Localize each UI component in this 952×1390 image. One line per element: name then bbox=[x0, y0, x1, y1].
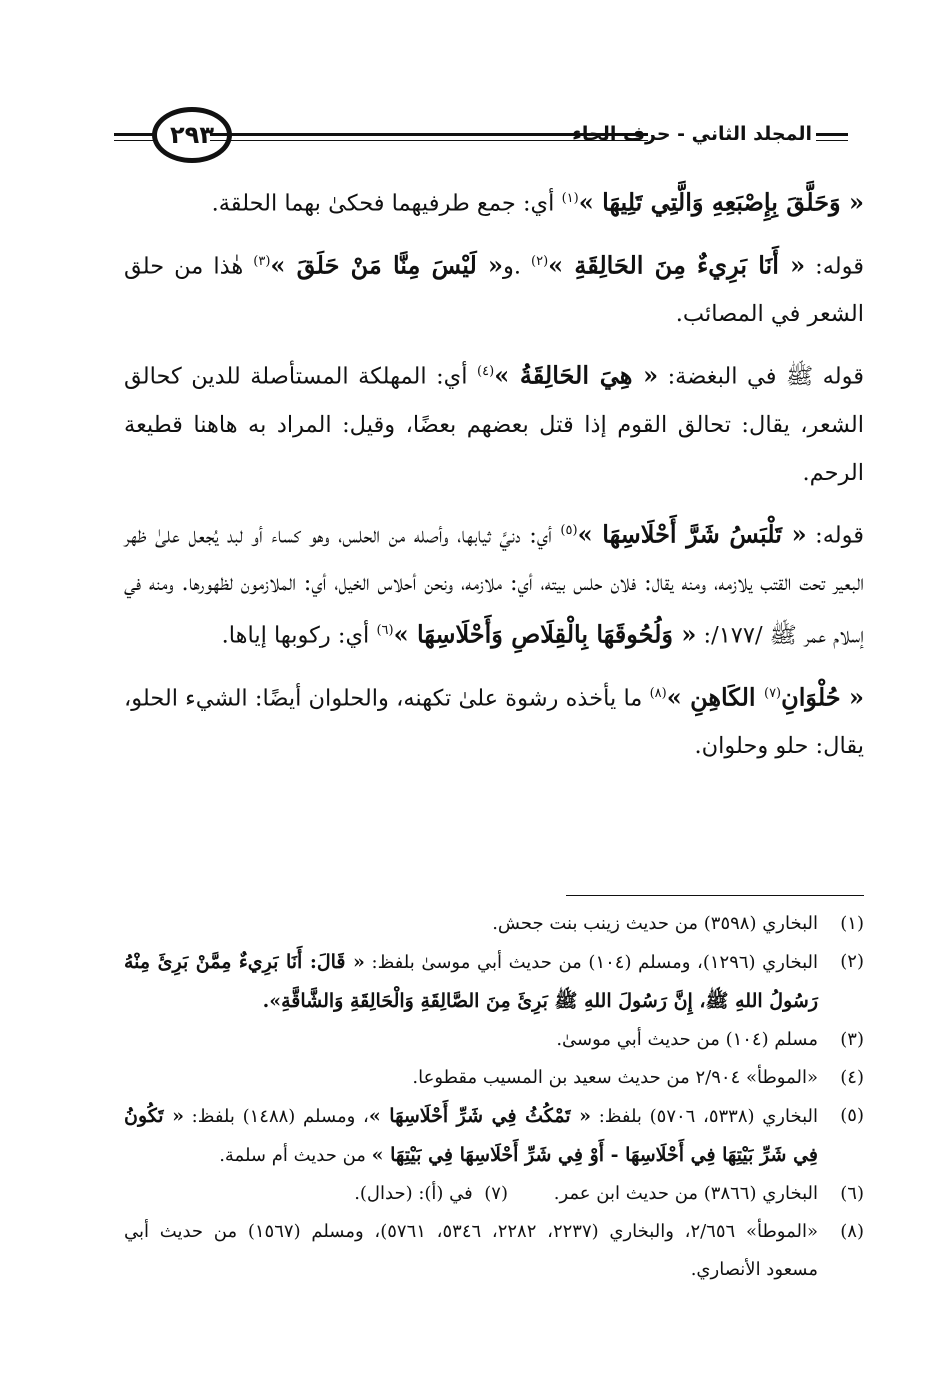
paragraph-text: ما يأخذه رشوة علىٰ تكهنه، والحلوان أيضًا: الشيء الحلو، يقال: حلو وحلوان. bbox=[124, 685, 864, 759]
footnote-text: ، ومسلم (١٤٨٨) بلفظ: bbox=[184, 1106, 369, 1127]
paragraph bbox=[124, 348, 864, 497]
quote: « هِيَ الحَالِقَةُ » bbox=[494, 360, 659, 390]
footnote-ref: (٧) bbox=[763, 685, 782, 701]
page-header bbox=[118, 105, 848, 167]
quote: الكَاهِنِ » bbox=[666, 682, 764, 711]
paragraph-text: .و bbox=[502, 253, 531, 279]
paragraph-text: أي: ركوبها إياها. bbox=[221, 622, 377, 649]
footnote-ref: (٣) bbox=[253, 253, 271, 269]
footnote bbox=[124, 1097, 864, 1175]
footnote bbox=[124, 1021, 864, 1059]
footnotes bbox=[124, 905, 864, 1289]
footnote-number: (٦) bbox=[840, 1183, 864, 1204]
quote: « وَلُحُوقَهَا بِالْقِلَاصِ وَأَحْلَاسِهَا » bbox=[393, 619, 697, 649]
footnote bbox=[124, 1213, 864, 1289]
footnote-text: البخاري (١٢٩٦)، ومسلم (١٠٤) من حديث أبي موسىٰ بلفظ: bbox=[364, 952, 818, 973]
footnote-number: (٣) bbox=[840, 1029, 864, 1050]
quote: « وَحَلَّقَ بِإِصْبَعِهِ وَالَّتِي تَلِيهَا » bbox=[578, 187, 864, 217]
footnote-text: مسلم (١٠٤) من حديث أبي موسىٰ. bbox=[556, 1029, 818, 1050]
paragraph bbox=[124, 507, 864, 660]
page-number: ٢٩٣ bbox=[152, 107, 232, 163]
footnote-ref: (٥) bbox=[560, 522, 578, 538]
footnote-quote: « تَكُونُ فِي شَرِّ بَيْتِهَا فِي أَحْلَاسِهَا - أَوْ فِي شَرِّ أَحْلَاسِهَا فِي بَيْتِهَا » bbox=[124, 1105, 818, 1166]
footnote-number: (٢) bbox=[840, 951, 864, 972]
quote: « أَنَا بَرِيءٌ مِنَ الحَالِقَةِ » bbox=[548, 250, 806, 279]
header-rule-right-thick bbox=[816, 133, 848, 136]
footnote-quote: « قَالَ: أَنَا بَرِيءٌ مِمَّنْ بَرِئَ مِنْهُ رَسُولُ اللهِ ﷺ، إِنَّ رَسُولَ اللهِ ﷺ بَرِئَ مِنَ الصَّالِقَةِ وَالْحَالِقَةِ وَالشَّاقَّةِ». bbox=[124, 951, 818, 1012]
quote: « تَلْبَسُ شَرَّ أَحْلَاسِهَا » bbox=[577, 519, 807, 548]
footnote-number: (٧) bbox=[484, 1183, 508, 1204]
main-text bbox=[124, 175, 864, 780]
footnote-text: البخاري (٥٣٣٨، ٥٧٠٦) بلفظ: bbox=[591, 1106, 819, 1127]
quote: « حُلْوَانِ bbox=[781, 682, 865, 711]
paragraph-text: قوله: bbox=[806, 522, 865, 548]
footnote bbox=[124, 1175, 864, 1213]
footnote-number: (٤) bbox=[840, 1067, 864, 1088]
running-title: المجلد الثاني - حرف الحاء bbox=[572, 123, 812, 145]
paragraph-text: قوله: bbox=[805, 253, 864, 279]
footnote-separator bbox=[566, 895, 864, 896]
footnote-body bbox=[124, 1097, 818, 1175]
paragraph-text: قوله ﷺ في البغضة: bbox=[658, 363, 864, 390]
footnote-ref: (٢) bbox=[531, 253, 549, 269]
paragraph-text: أي: جمع طرفيهما فحكىٰ بهما الحلقة. bbox=[211, 190, 562, 217]
footnote-quote: « تَمْكُثُ فِي شَرِّ أَحْلَاسِهَا » bbox=[368, 1105, 592, 1127]
footnote-number: (٨) bbox=[840, 1221, 864, 1242]
header-rule-right-thin bbox=[816, 140, 848, 141]
footnote-text: في (أ): (حدال). bbox=[354, 1183, 473, 1204]
footnote-text: البخاري (٣٥٩٨) من حديث زينب بنت جحش. bbox=[492, 913, 818, 934]
footnote-text: البخاري (٣٨٦٦) من حديث ابن عمر. bbox=[553, 1183, 818, 1204]
header-rule-left-thick bbox=[114, 133, 154, 136]
footnote-number: (٥) bbox=[840, 1105, 864, 1126]
paragraph bbox=[124, 670, 864, 771]
footnote bbox=[124, 1059, 864, 1097]
paragraph bbox=[124, 238, 864, 339]
paragraph-text: هٰذا من حلق الشعر في المصائب. bbox=[124, 253, 864, 327]
footnote-number: (١) bbox=[840, 913, 864, 934]
footnote-body bbox=[124, 1175, 818, 1213]
footnote-text: «الموطأ» ٢/٩٠٤ من حديث سعيد بن المسيب مقطوعا. bbox=[412, 1067, 818, 1088]
footnote-ref: (٨) bbox=[649, 685, 667, 701]
quote: « لَيْسَ مِنَّا مَنْ حَلَقَ » bbox=[270, 250, 503, 279]
paragraph-text: أي: المهلكة المستأصلة للدين كحالق الشعر، يقال: تحالق القوم إذا قتل بعضهم بعضًا، وقيل: المراد به هاهنا قطيعة الرحم. bbox=[124, 363, 864, 486]
footnote bbox=[124, 943, 864, 1021]
paragraph bbox=[124, 175, 864, 228]
footnote-text: من حديث أم سلمة. bbox=[219, 1145, 372, 1166]
footnote-ref: (١) bbox=[561, 191, 579, 206]
footnote-ref: (٤) bbox=[477, 364, 495, 379]
footnote-body bbox=[124, 943, 818, 1021]
footnote-ref: (٦) bbox=[376, 623, 394, 638]
footnote bbox=[124, 905, 864, 943]
footnote-text: «الموطأ» ٢/٦٥٦، والبخاري (٢٢٣٧، ٢٢٨٢، ٥٣٤٦، ٥٧٦١)، ومسلم (١٥٦٧) من حديث أبي مسعود الأنصاري. bbox=[124, 1221, 818, 1280]
paragraph-text: أي: دنيَّ ثيابها، وأصله من الحلس، وهو كساء أو لبد يُجعل علىٰ ظهر البعير تحت القتب يلازمه، ومنه يقال: فلان حلس بيته، أي: ملازمه، ونحن أحلاس الخيل، أي: الملازمون لظهورها. ومنه في إسلام عمر ﷺ /١٧٧/: bbox=[124, 522, 864, 649]
header-rule-left-thin bbox=[114, 140, 154, 141]
